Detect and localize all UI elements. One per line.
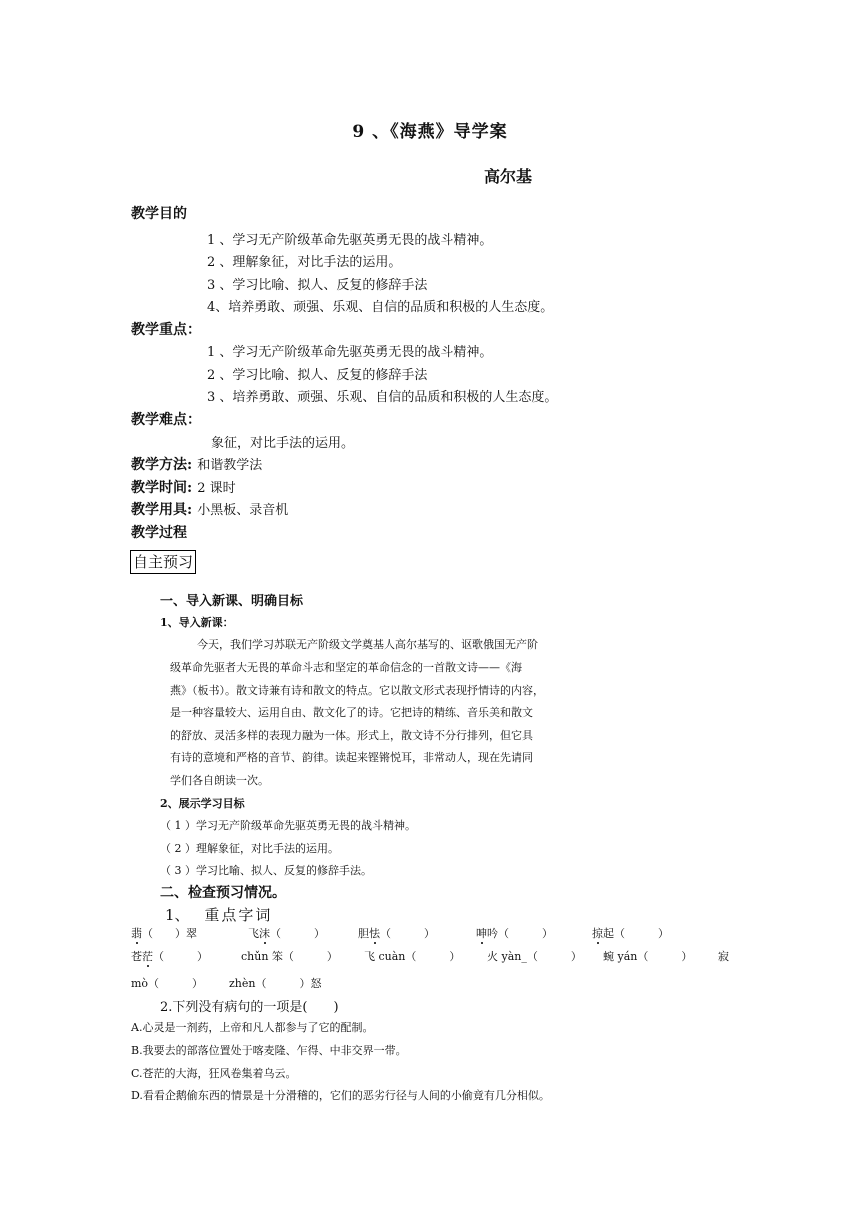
- method-value: 和谐教学法: [197, 458, 263, 473]
- method-label: 教学方法:: [131, 457, 193, 473]
- question-title: 重点字词: [204, 906, 273, 924]
- vocab-item: 掠起（ ）: [592, 927, 669, 940]
- section2-heading: 二、检查预习情况。: [160, 885, 286, 901]
- vocab-item: 翡（ ）翠: [131, 927, 197, 940]
- intro-paragraph-line: 有诗的意境和严格的音节、韵律。读起来铿锵悦耳，非常动人，现在先请同: [170, 751, 533, 764]
- goal-item: （ 3 ）学习比喻、拟人、反复的修辞手法。: [160, 864, 372, 877]
- difficulty-item: 象征，对比手法的运用。: [211, 436, 355, 451]
- intro-paragraph-line: 的舒放、灵活多样的表现力融为一体。形式上，散文诗不分行排列，但它具: [170, 729, 533, 742]
- author: 高尔基: [484, 167, 533, 186]
- difficulties-heading: 教学难点：: [131, 412, 201, 428]
- option-c: C.苍茫的大海，狂风卷集着乌云。: [131, 1067, 297, 1080]
- intro-paragraph-line: 级革命先驱者大无畏的革命斗志和坚定的革命信念的一首散文诗——《海: [170, 661, 522, 674]
- section1-sub1: 1、导入新课：: [160, 616, 234, 629]
- vocab-item: 飞 cuàn（ ）: [364, 950, 461, 963]
- time-value: 2 课时: [197, 481, 236, 496]
- vocab-item: 呻吟（ ）: [476, 927, 553, 940]
- vocab-item: chǔn 笨（ ）: [241, 950, 338, 963]
- key-points-heading: 教学重点：: [131, 322, 201, 338]
- document-title: 9 、《海燕》导学案: [352, 122, 508, 142]
- objective-item: 3 、学习比喻、拟人、反复的修辞手法: [207, 278, 428, 293]
- objectives-heading: 教学目的: [131, 206, 187, 222]
- vocab-item: 蜿 yán（ ）: [603, 950, 693, 963]
- tools-row: [131, 499, 288, 519]
- key-point-item: 2 、学习比喻、拟人、反复的修辞手法: [207, 368, 428, 383]
- vocab-item: mò（ ）: [131, 977, 204, 990]
- key-point-item: 3 、培养勇敢、顽强、乐观、自信的品质和积极的人生态度。: [207, 390, 558, 405]
- goal-item: （ 2 ）理解象征，对比手法的运用。: [160, 842, 339, 855]
- objective-item: 2 、理解象征，对比手法的运用。: [207, 255, 402, 270]
- goal-item: （ 1 ）学习无产阶级革命先驱英勇无畏的战斗精神。: [160, 819, 416, 832]
- vocab-item: zhèn（ ）怒: [229, 977, 322, 990]
- intro-paragraph-line: 今天，我们学习苏联无产阶级文学奠基人高尔基写的、讴歌俄国无产阶: [197, 638, 538, 651]
- section1-heading: 一、导入新课、明确目标: [160, 594, 304, 609]
- time-row: [131, 477, 236, 497]
- method-row: [131, 454, 262, 474]
- vocab-question-title: [165, 904, 272, 925]
- key-point-item: 1 、学习无产阶级革命先驱英勇无畏的战斗精神。: [207, 345, 493, 360]
- intro-paragraph-line: 是一种容量较大、运用自由、散文化了的诗。它把诗的精练、音乐美和散文: [170, 706, 533, 719]
- vocab-item: 胆怯（ ）: [358, 927, 435, 940]
- vocab-item: 寂: [718, 950, 729, 963]
- intro-paragraph-line: 学们各自朗读一次。: [170, 774, 269, 787]
- objective-item: 1 、学习无产阶级革命先驱英勇无畏的战斗精神。: [207, 233, 493, 248]
- intro-paragraph-line: 燕》（板书）。散文诗兼有诗和散文的特点。它以散文形式表现抒情诗的内容，: [170, 684, 544, 697]
- vocab-item: 飞沫（ ）: [248, 927, 325, 940]
- option-a: A.心灵是一剂药，上帝和凡人都参与了它的配制。: [131, 1021, 374, 1034]
- objective-item: 4、培养勇敢、顽强、乐观、自信的品质和积极的人生态度。: [207, 300, 554, 315]
- vocab-item: 火 yàn_（ ）: [487, 950, 582, 963]
- question-2: 2.下列没有病句的一项是( ): [160, 1000, 339, 1015]
- option-b: B.我要去的部落位置处于喀麦隆、乍得、中非交界一带。: [131, 1044, 407, 1057]
- process-heading: 教学过程: [131, 525, 187, 541]
- option-d: D.看看企鹅偷东西的情景是十分滑稽的，它们的恶劣行径与人间的小偷竟有几分相似。: [131, 1089, 550, 1102]
- question-number: 1、: [165, 906, 190, 924]
- self-study-box: 自主预习: [130, 550, 196, 574]
- tools-value: 小黑板、录音机: [197, 503, 289, 518]
- vocab-item: 苍茫（ ）: [131, 950, 208, 963]
- section1-sub2: 2、展示学习目标: [160, 797, 245, 810]
- tools-label: 教学用具:: [131, 502, 193, 518]
- time-label: 教学时间:: [131, 480, 193, 496]
